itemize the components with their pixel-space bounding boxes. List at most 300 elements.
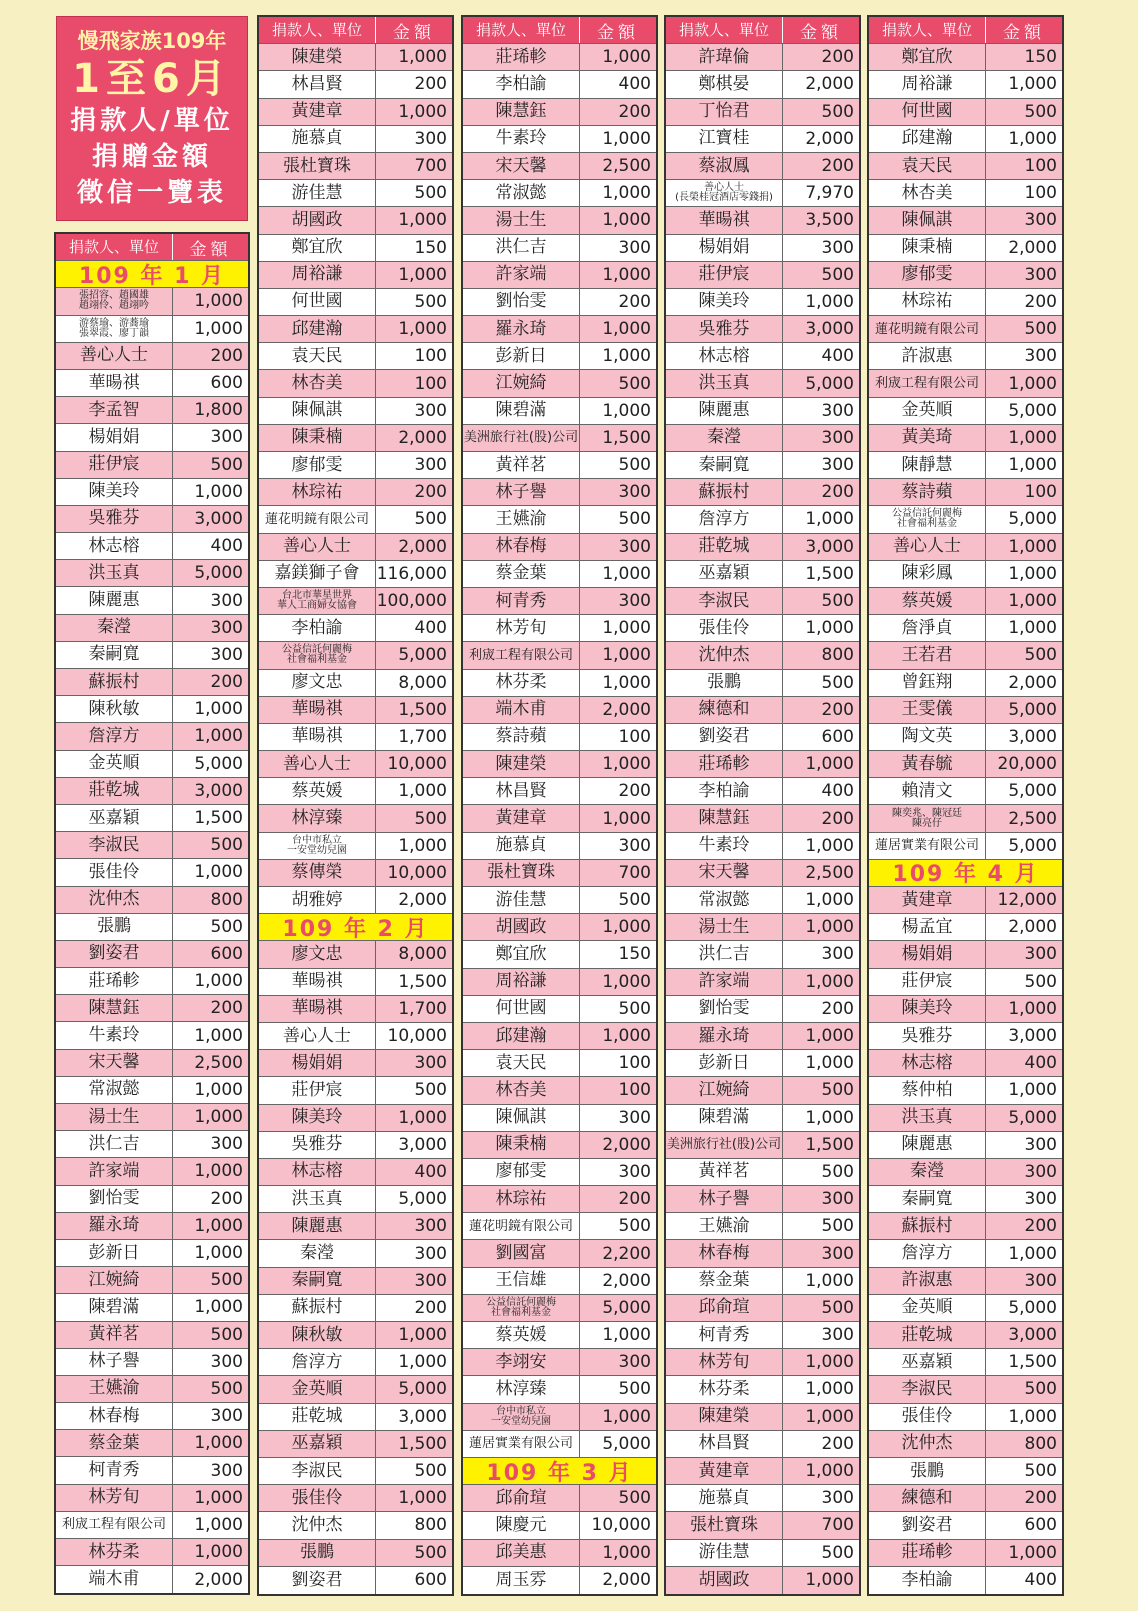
donation-amount: 500 (821, 1161, 854, 1182)
donor-name: 林昌賢 (666, 1431, 783, 1457)
donor-row (869, 1023, 1062, 1050)
donor-name: 莊伊宸 (666, 262, 783, 288)
donor-name: 詹淳方 (666, 506, 783, 532)
donation-amount: 300 (210, 1351, 243, 1372)
donor-name: 林春梅 (666, 1240, 783, 1266)
donor-name: 鄭棋晏 (666, 71, 783, 97)
donation-amount: 300 (1024, 1189, 1057, 1210)
donation-amount: 5,000 (398, 645, 447, 666)
donor-name: 鄭宜欣 (259, 235, 376, 261)
donor-row (463, 1186, 656, 1213)
donor-row (259, 71, 452, 98)
donor-name: 劉姿君 (259, 1567, 376, 1594)
donor-row (869, 207, 1062, 234)
donor-name: 秦嗣寬 (666, 452, 783, 478)
donor-row (259, 479, 452, 506)
donor-name: 巫嘉穎 (259, 1431, 376, 1457)
donor-name: 周裕謙 (259, 262, 376, 288)
donor-name: 張杜寶珠 (259, 153, 376, 179)
donor-table-column-2 (257, 15, 454, 1596)
header-amount-label: 金額 (393, 22, 435, 43)
donor-name: 蔡金葉 (56, 1430, 173, 1456)
donation-amount: 300 (414, 1053, 447, 1074)
donor-row (463, 1077, 656, 1104)
donation-amount: 1,000 (194, 1514, 243, 1535)
donor-name: 蔡詩蘋 (463, 724, 580, 750)
donor-name: 游佳慧 (666, 1540, 783, 1566)
donation-amount: 500 (414, 1080, 447, 1101)
donor-name: 王嬿渝 (666, 1213, 783, 1239)
donor-name: 張鵬 (666, 670, 783, 696)
donor-row (666, 370, 859, 397)
donation-amount: 3,000 (1008, 1026, 1057, 1047)
donor-row (259, 1349, 452, 1376)
donation-amount: 100 (618, 1080, 651, 1101)
donation-amount: 5,000 (1008, 1297, 1057, 1318)
donor-row (463, 805, 656, 832)
donor-name: 李淑民 (869, 1376, 986, 1402)
donor-name: 黃祥茗 (666, 1159, 783, 1185)
donation-amount: 700 (618, 862, 651, 883)
donation-amount: 300 (414, 455, 447, 476)
donor-row (869, 996, 1062, 1023)
month-heading (463, 1458, 656, 1485)
donor-row (259, 262, 452, 289)
donation-amount: 1,000 (805, 1053, 854, 1074)
donor-row (869, 1050, 1062, 1077)
donation-amount: 800 (821, 645, 854, 666)
donor-row (666, 969, 859, 996)
donor-name: 鄭宜欣 (463, 941, 580, 967)
donation-amount: 2,000 (194, 1569, 243, 1590)
donation-amount: 200 (210, 998, 243, 1019)
donation-amount: 200 (210, 345, 243, 366)
donation-amount: 500 (210, 1270, 243, 1291)
donation-amount: 1,000 (194, 1487, 243, 1508)
donor-name: 黃春毓 (869, 751, 986, 777)
month-heading (56, 261, 248, 288)
donor-row (56, 479, 248, 506)
donor-row (869, 479, 1062, 506)
donor-row (259, 1295, 452, 1322)
donor-name: 陳碧滿 (56, 1294, 173, 1320)
donation-amount: 150 (414, 237, 447, 258)
month-heading-label: 109 年 3 月 (486, 1460, 633, 1486)
donation-amount: 300 (618, 482, 651, 503)
donor-name: 秦嗣寬 (259, 1268, 376, 1294)
donor-row (869, 452, 1062, 479)
donation-amount: 1,000 (805, 1107, 854, 1128)
donor-row (259, 833, 452, 860)
donor-name: 牛素玲 (666, 833, 783, 859)
donor-name: 邱建瀚 (259, 316, 376, 342)
donor-row (666, 670, 859, 697)
donation-amount: 5,000 (1008, 699, 1057, 720)
donor-name: 張佳伶 (666, 615, 783, 641)
donation-amount: 1,000 (602, 645, 651, 666)
donor-row (463, 71, 656, 98)
donation-amount: 200 (821, 482, 854, 503)
donation-amount: 200 (618, 781, 651, 802)
donation-amount: 300 (1024, 210, 1057, 231)
donor-row (259, 615, 452, 642)
donor-table-column-1 (54, 232, 250, 1595)
donor-row (666, 1132, 859, 1159)
donation-amount: 2,000 (1008, 237, 1057, 258)
donation-amount: 300 (618, 536, 651, 557)
donor-name: 黃美琦 (869, 425, 986, 451)
donor-name: 彭新日 (56, 1240, 173, 1266)
donor-row (666, 235, 859, 262)
donation-amount: 1,500 (805, 563, 854, 584)
donor-name: 李柏諭 (666, 778, 783, 804)
donor-row (869, 1186, 1062, 1213)
donor-name: 袁天民 (869, 153, 986, 179)
donor-row (869, 1349, 1062, 1376)
donor-row (869, 262, 1062, 289)
donor-name: 宋天馨 (463, 153, 580, 179)
donation-amount: 500 (1024, 1379, 1057, 1400)
donor-row (259, 316, 452, 343)
donation-amount: 500 (618, 1216, 651, 1237)
donor-row (56, 1322, 248, 1349)
donor-name: 王信雄 (463, 1268, 580, 1294)
donation-amount: 1,000 (602, 808, 651, 829)
donation-amount: 12,000 (997, 890, 1057, 911)
donation-amount: 1,000 (1008, 74, 1057, 95)
donor-name: 王嬿渝 (463, 506, 580, 532)
donor-name: 施慕貞 (666, 1485, 783, 1511)
donor-row (56, 452, 248, 479)
donation-amount: 1,000 (1008, 455, 1057, 476)
donation-amount: 500 (821, 1297, 854, 1318)
donor-name: 林淳臻 (463, 1376, 580, 1402)
donor-name: 常淑懿 (56, 1077, 173, 1103)
title-line-3: 捐款人/單位 (70, 105, 234, 136)
donor-name: 陳碧滿 (666, 1105, 783, 1131)
donation-amount: 200 (618, 1189, 651, 1210)
donation-amount: 1,000 (602, 319, 651, 340)
donor-name: 林昌賢 (463, 778, 580, 804)
donor-row (869, 506, 1062, 533)
donor-name: 林芬柔 (56, 1539, 173, 1565)
donor-row (666, 697, 859, 724)
donation-amount: 500 (618, 1488, 651, 1509)
donor-name: 許瑋倫 (666, 44, 783, 70)
donor-name: 沈仲杰 (666, 642, 783, 668)
donor-row (259, 588, 452, 615)
donation-amount: 1,000 (805, 835, 854, 856)
donor-name: 林志榕 (869, 1050, 986, 1076)
donation-amount: 600 (210, 943, 243, 964)
donor-row (463, 941, 656, 968)
donor-name: 林杏美 (869, 180, 986, 206)
donation-amount: 1,800 (194, 400, 243, 421)
donation-amount: 300 (821, 1325, 854, 1346)
donor-name: 金英順 (259, 1376, 376, 1402)
donation-amount: 500 (618, 373, 651, 394)
donor-row (869, 153, 1062, 180)
donor-row (869, 588, 1062, 615)
donor-name: 陳麗惠 (666, 398, 783, 424)
donor-name: 善心人士 (259, 534, 376, 560)
donation-amount: 2,200 (602, 1243, 651, 1264)
donor-name: 詹淨貞 (869, 615, 986, 641)
title-box (56, 16, 248, 221)
donation-amount: 1,000 (805, 917, 854, 938)
donation-amount: 1,000 (805, 754, 854, 775)
donation-amount: 200 (821, 998, 854, 1019)
donor-name: 林淳臻 (259, 805, 376, 831)
donor-name: 陳麗惠 (259, 1213, 376, 1239)
donor-name: 蘇振村 (666, 479, 783, 505)
donor-name: 陳秋敏 (259, 1322, 376, 1348)
donor-row (56, 316, 248, 343)
donor-name: 林昌賢 (259, 71, 376, 97)
donor-name: 王雯儀 (869, 697, 986, 723)
donor-row (666, 289, 859, 316)
donor-name: 嘉鎂獅子會 (259, 561, 376, 587)
donation-amount: 1,000 (602, 1406, 651, 1427)
donor-name: 洪玉真 (869, 1105, 986, 1131)
donor-name: 善心人士 (56, 343, 173, 369)
donor-row (56, 1077, 248, 1104)
donation-amount: 10,000 (387, 754, 447, 775)
donor-row (869, 180, 1062, 207)
donor-name: 沈仲杰 (869, 1431, 986, 1457)
donation-amount: 1,000 (805, 1461, 854, 1482)
donation-amount: 100 (414, 373, 447, 394)
donor-row (463, 1431, 656, 1458)
donor-row (666, 71, 859, 98)
donor-row (869, 561, 1062, 588)
donor-row (869, 343, 1062, 370)
donor-row (56, 941, 248, 968)
donor-name: 陳建榮 (259, 44, 376, 70)
donation-amount: 300 (210, 617, 243, 638)
donor-name: 蔡詩蘋 (869, 479, 986, 505)
donation-amount: 200 (1024, 291, 1057, 312)
donor-row (666, 1567, 859, 1594)
donation-amount: 100 (414, 346, 447, 367)
donor-row (259, 289, 452, 316)
donation-amount: 300 (1024, 1161, 1057, 1182)
donor-name: 江寶桂 (666, 126, 783, 152)
donor-name: 蓮居實業有限公司 (869, 833, 986, 859)
donor-row (463, 1050, 656, 1077)
donor-row (869, 969, 1062, 996)
donor-row (463, 615, 656, 642)
donor-row (869, 71, 1062, 98)
donor-row (463, 1567, 656, 1594)
donation-amount: 500 (1024, 645, 1057, 666)
donation-amount: 5,000 (602, 1433, 651, 1454)
donor-row (666, 860, 859, 887)
donor-name: 楊娟娟 (666, 235, 783, 261)
title-line-5: 徵信一覽表 (76, 177, 227, 208)
donor-row (666, 941, 859, 968)
donor-name: 陳佩諆 (259, 398, 376, 424)
donation-amount: 400 (821, 781, 854, 802)
donor-row (56, 1186, 248, 1213)
donor-row (869, 805, 1062, 832)
table-header (869, 17, 1062, 44)
donation-amount: 500 (821, 264, 854, 285)
donation-amount: 5,000 (805, 373, 854, 394)
donation-amount: 5,000 (194, 563, 243, 584)
donation-amount: 300 (821, 400, 854, 421)
donor-name: 何世國 (869, 99, 986, 125)
donation-amount: 300 (210, 1460, 243, 1481)
donation-amount: 300 (618, 835, 651, 856)
donor-row (56, 1050, 248, 1077)
donor-name: 鄭宜欣 (869, 44, 986, 70)
donor-row (259, 941, 452, 968)
donor-row (259, 724, 452, 751)
donor-name: 周玉雰 (463, 1567, 580, 1594)
donation-amount: 1,000 (194, 971, 243, 992)
donation-amount: 1,000 (398, 1488, 447, 1509)
donor-row (463, 642, 656, 669)
donor-row (666, 724, 859, 751)
donor-row (56, 288, 248, 315)
donation-amount: 3,000 (805, 319, 854, 340)
donor-row (259, 425, 452, 452)
donor-row (869, 1567, 1062, 1594)
donor-row (869, 1458, 1062, 1485)
donor-row (56, 669, 248, 696)
donor-row (666, 805, 859, 832)
donor-name: 林子譽 (666, 1186, 783, 1212)
donor-row (869, 1322, 1062, 1349)
donor-row (259, 207, 452, 234)
donor-name: 林芬柔 (666, 1376, 783, 1402)
donation-amount: 1,000 (1008, 998, 1057, 1019)
donor-row (56, 533, 248, 560)
donation-amount: 7,970 (805, 183, 854, 204)
donor-name: 利宬工程有限公司 (869, 370, 986, 396)
donation-amount: 1,000 (602, 1542, 651, 1563)
donor-row (869, 1105, 1062, 1132)
donation-amount: 300 (821, 1243, 854, 1264)
donation-amount: 2,000 (805, 74, 854, 95)
donation-amount: 1,000 (1008, 373, 1057, 394)
donation-amount: 5,000 (1008, 1107, 1057, 1128)
donor-name: 洪玉真 (666, 370, 783, 396)
donation-amount: 200 (821, 699, 854, 720)
donor-name: 常淑懿 (666, 887, 783, 913)
donor-row (56, 887, 248, 914)
donor-name: 林志榕 (259, 1159, 376, 1185)
donation-amount: 3,000 (805, 536, 854, 557)
donor-row (259, 1050, 452, 1077)
donor-row (56, 506, 248, 533)
donor-row (869, 1540, 1062, 1567)
donation-amount: 1,000 (602, 754, 651, 775)
donor-name: 黃建章 (869, 887, 986, 913)
donor-row (869, 289, 1062, 316)
donor-name: 吳雅芬 (259, 1132, 376, 1158)
donor-name: 秦瀅 (869, 1159, 986, 1185)
donation-amount: 1,000 (602, 47, 651, 68)
donor-name: 陳建榮 (463, 751, 580, 777)
donor-name: 黃建章 (463, 805, 580, 831)
donor-row (869, 724, 1062, 751)
donation-amount: 600 (821, 726, 854, 747)
donation-amount: 1,000 (194, 1161, 243, 1182)
donation-amount: 1,000 (1008, 1406, 1057, 1427)
donation-amount: 1,000 (1008, 536, 1057, 557)
donation-amount: 1,500 (602, 427, 651, 448)
donor-row (463, 99, 656, 126)
donation-amount: 5,000 (398, 1189, 447, 1210)
donor-name: 林子譽 (463, 479, 580, 505)
donation-amount: 3,000 (194, 780, 243, 801)
donor-row (259, 506, 452, 533)
donation-amount: 1,000 (602, 128, 651, 149)
donor-name: 楊娟娟 (869, 941, 986, 967)
donation-amount: 300 (618, 237, 651, 258)
donor-name: 陳慶元 (463, 1512, 580, 1538)
donor-name: 劉姿君 (869, 1512, 986, 1538)
donor-row (463, 1023, 656, 1050)
donor-row (869, 778, 1062, 805)
donation-amount: 1,000 (194, 1297, 243, 1318)
donor-row (869, 642, 1062, 669)
donor-row (463, 1159, 656, 1186)
donor-row (56, 859, 248, 886)
donation-amount: 300 (618, 1107, 651, 1128)
donor-name: 李柏諭 (463, 71, 580, 97)
month-heading-label: 109 年 4 月 (892, 862, 1039, 888)
donor-name: 莊琋軫 (869, 1540, 986, 1566)
donation-amount: 1,000 (194, 291, 243, 312)
donation-amount: 400 (1024, 1570, 1057, 1591)
donation-amount: 200 (210, 1188, 243, 1209)
donation-amount: 3,500 (805, 210, 854, 231)
donation-amount: 300 (821, 427, 854, 448)
donation-amount: 300 (618, 591, 651, 612)
donor-name: 宋天馨 (666, 860, 783, 886)
donation-amount: 3,000 (398, 1134, 447, 1155)
donation-amount: 300 (210, 644, 243, 665)
donor-name: 莊琋軫 (666, 751, 783, 777)
donor-name: 李柏諭 (869, 1567, 986, 1594)
donor-row (463, 697, 656, 724)
donation-amount: 1,000 (398, 1325, 447, 1346)
donor-row (666, 778, 859, 805)
donor-name: 莊乾城 (666, 534, 783, 560)
donor-name: 周裕謙 (869, 71, 986, 97)
donor-name: 陳美玲 (259, 1105, 376, 1131)
donation-amount: 5,000 (602, 1297, 651, 1318)
donor-name: 蔡傳榮 (259, 860, 376, 886)
donor-name: 蔡金葉 (463, 561, 580, 587)
donor-name: 陳美玲 (666, 289, 783, 315)
donor-row (463, 833, 656, 860)
donor-row (56, 1240, 248, 1267)
donation-amount: 500 (821, 1542, 854, 1563)
donor-row (56, 1457, 248, 1484)
donor-row (463, 1240, 656, 1267)
donation-amount: 3,000 (398, 1406, 447, 1427)
donor-name: 林春梅 (56, 1403, 173, 1429)
donor-row (666, 1159, 859, 1186)
donor-name: 陳奕兆、陳冠廷 陳亮仔 (869, 805, 986, 831)
donor-name: 善心人士 (259, 751, 376, 777)
donation-amount: 8,000 (398, 944, 447, 965)
donation-amount: 800 (1024, 1433, 1057, 1454)
